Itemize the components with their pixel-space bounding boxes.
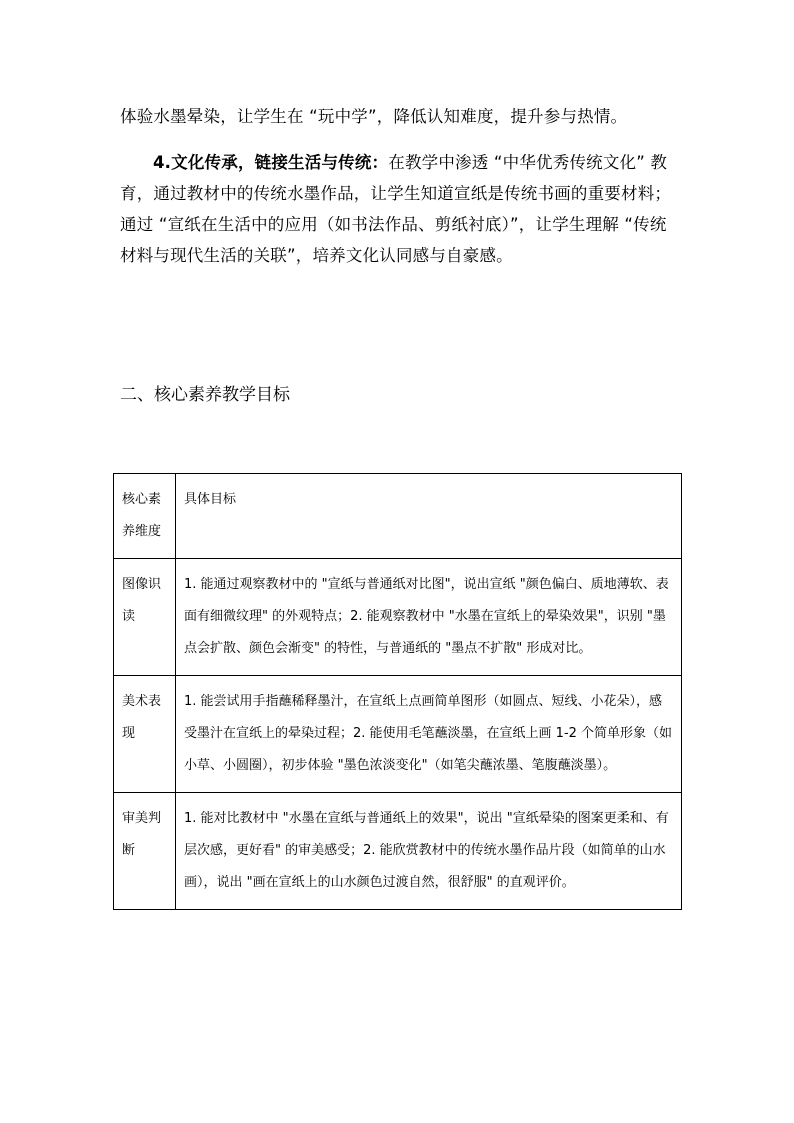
table-row — [114, 559, 682, 676]
header-goal-cell: 具体目标 — [176, 474, 682, 559]
row-dimension-cell: 图像识读 — [114, 559, 176, 676]
table-row — [114, 676, 682, 793]
table-header-row — [114, 474, 682, 559]
row-goal-cell: 1. 能尝试用手指蘸稀释墨汁，在宣纸上点画简单图形（如圆点、短线、小花朵），感受墨汁在宣纸上的晕染过程；2. 能使用毛笔蘸淡墨，在宣纸上画 1-2 个简单形象（如小草、小圆圈），初步体验 "墨色浓淡变化"（如笔尖蘸浓墨、笔腹蘸淡墨）。 — [176, 676, 682, 793]
core-literacy-table — [113, 473, 682, 910]
row-dimension-cell: 审美判断 — [114, 793, 176, 910]
point-4-body: 在教学中渗透 “中华优秀传统文化” 教育，通过教材中的传统水墨作品，让学生知道宣纸是传统书画的重要材料；通过 “宣纸在生活中的应用（如书法作品、剪纸衬底）”，让学生理解 “传统材料与现代生活的关联”，培养文化认同感与自豪感。 — [120, 153, 672, 265]
header-dimension-cell: 核心素养维度 — [114, 474, 176, 559]
section-heading: 二、核心素养教学目标 — [120, 385, 290, 405]
point-4-title: 4.文化传承，链接生活与传统： — [153, 153, 389, 172]
row-goal-cell: 1. 能通过观察教材中的 "宣纸与普通纸对比图"，说出宣纸 "颜色偏白、质地薄软、表面有细微纹理" 的外观特点；2. 能观察教材中 "水墨在宣纸上的晕染效果"，识别 "墨点会扩散、颜色会渐变" 的特性，与普通纸的 "墨点不扩散" 形成对比。 — [176, 559, 682, 676]
row-goal-cell: 1. 能对比教材中 "水墨在宣纸与普通纸上的效果"，说出 "宣纸晕染的图案更柔和、有层次感，更好看" 的审美感受；2. 能欣赏教材中的传统水墨作品片段（如简单的山水画），说出 "画在宣纸上的山水颜色过渡自然，很舒服" 的直观评价。 — [176, 793, 682, 910]
row-dimension-cell: 美术表现 — [114, 676, 176, 793]
intro-paragraph: 体验水墨晕染，让学生在 “玩中学”，降低认知难度，提升参与热情。 — [120, 107, 628, 126]
table-row — [114, 793, 682, 910]
point-4-paragraph — [120, 147, 680, 271]
